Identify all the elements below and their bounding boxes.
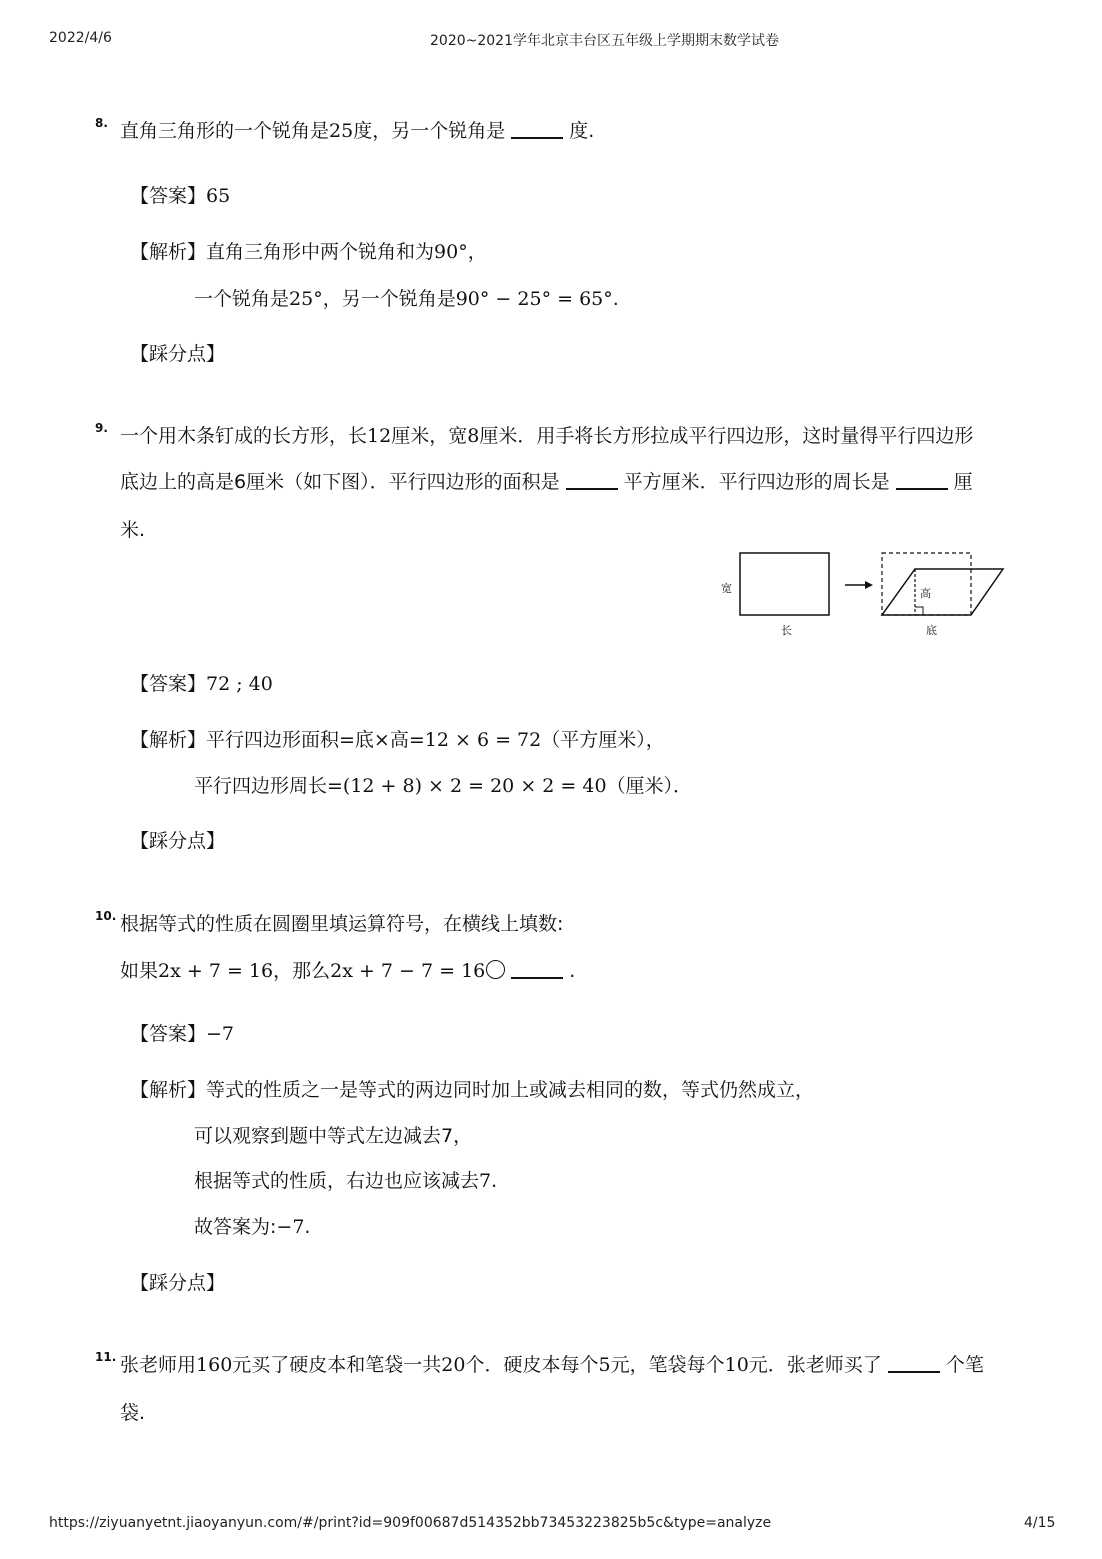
- answer-blank: [896, 474, 948, 490]
- figure-label-width: 宽: [721, 582, 732, 595]
- question-9-line-1: 一个用木条钉成的长方形，长12厘米，宽8厘米．用手将长方形拉成平行四边形，这时量得平行四边形: [120, 425, 974, 447]
- analysis-line: 平行四边形周长=(12 + 8) × 2 = 20 × 2 = 40（厘米）．: [194, 775, 693, 797]
- analysis-line: 可以观察到题中等式左边减去7，: [194, 1125, 473, 1147]
- analysis-row: 【解析】平行四边形面积=底×高=12 × 6 = 72（平方厘米），: [130, 729, 665, 751]
- arrow-head-icon: [865, 581, 873, 589]
- answer-blank: [888, 1357, 940, 1373]
- analysis-line: 一个锐角是25°，另一个锐角是90° − 25° = 65°.: [194, 288, 619, 310]
- answer-blank: [511, 123, 563, 139]
- analysis-row: 【解析】直角三角形中两个锐角和为90°，: [130, 241, 487, 263]
- answer-value: 65: [206, 185, 231, 207]
- answer-row: [130, 1019, 234, 1046]
- rectangle-to-parallelogram-figure: [715, 545, 1015, 645]
- question-number: 9.: [95, 421, 108, 435]
- question-9-line-3: 米.: [120, 519, 146, 541]
- answer-row: [130, 181, 230, 208]
- answer-value: −7: [206, 1023, 235, 1045]
- answer-label: 【答案】: [130, 185, 207, 207]
- question-10-line-2: 如果2x + 7 = 16，那么2x + 7 − 7 = 16 .: [120, 960, 576, 982]
- answer-blank: [511, 963, 563, 979]
- question-number: 8.: [95, 116, 108, 130]
- operator-circle-icon: [486, 960, 505, 979]
- question-9-line-2: 底边上的高是6厘米（如下图）．平行四边形的面积是 平方厘米．平行四边形的周长是 厘: [120, 471, 973, 493]
- points-label: 【踩分点】: [130, 830, 226, 852]
- analysis-row: 【解析】等式的性质之一是等式的两边同时加上或减去相同的数，等式仍然成立，: [130, 1079, 815, 1101]
- question-8-text: 直角三角形的一个锐角是25度，另一个锐角是 度.: [120, 120, 595, 142]
- question-10-line-1: 根据等式的性质在圆圈里填运算符号，在横线上填数:: [120, 913, 564, 935]
- question-number: 11.: [95, 1350, 117, 1364]
- parallelogram-shape: [882, 569, 1003, 615]
- analysis-line: 根据等式的性质，右边也应该减去7.: [194, 1170, 498, 1192]
- question-11-line-2: 袋.: [120, 1402, 146, 1424]
- analysis-label: 【解析】: [130, 1079, 207, 1101]
- analysis-label: 【解析】: [130, 729, 207, 751]
- figure-label-base: 底: [926, 624, 937, 637]
- question-number: 10.: [95, 909, 117, 923]
- original-rectangle-dashed: [882, 553, 971, 615]
- page-number: 4/15: [1024, 1515, 1056, 1531]
- answer-row: [130, 669, 273, 696]
- analysis-line: 故答案为:−7.: [194, 1216, 311, 1238]
- answer-label: 【答案】: [130, 673, 207, 695]
- question-11-line-1: 张老师用160元买了硬皮本和笔袋一共20个．硬皮本每个5元，笔袋每个10元．张老师买了 个笔: [120, 1354, 984, 1376]
- header-date: 2022/4/6: [49, 30, 112, 46]
- footer-url-link[interactable]: https://ziyuanyetnt.jiaoyanyun.com/#/print?id=909f00687d514352bb73453223825b5c&type=analyze: [49, 1515, 772, 1531]
- points-label: 【踩分点】: [130, 1272, 226, 1294]
- figure-label-length: 长: [781, 624, 792, 637]
- rectangle-shape: [740, 553, 829, 615]
- header-title: 2020~2021学年北京丰台区五年级上学期期末数学试卷: [430, 33, 779, 49]
- points-label: 【踩分点】: [130, 343, 226, 365]
- answer-value: 72 ; 40: [206, 673, 273, 695]
- answer-blank: [566, 474, 618, 490]
- figure-label-height: 高: [920, 587, 931, 600]
- analysis-label: 【解析】: [130, 241, 207, 263]
- answer-label: 【答案】: [130, 1023, 207, 1045]
- right-angle-mark: [915, 607, 923, 615]
